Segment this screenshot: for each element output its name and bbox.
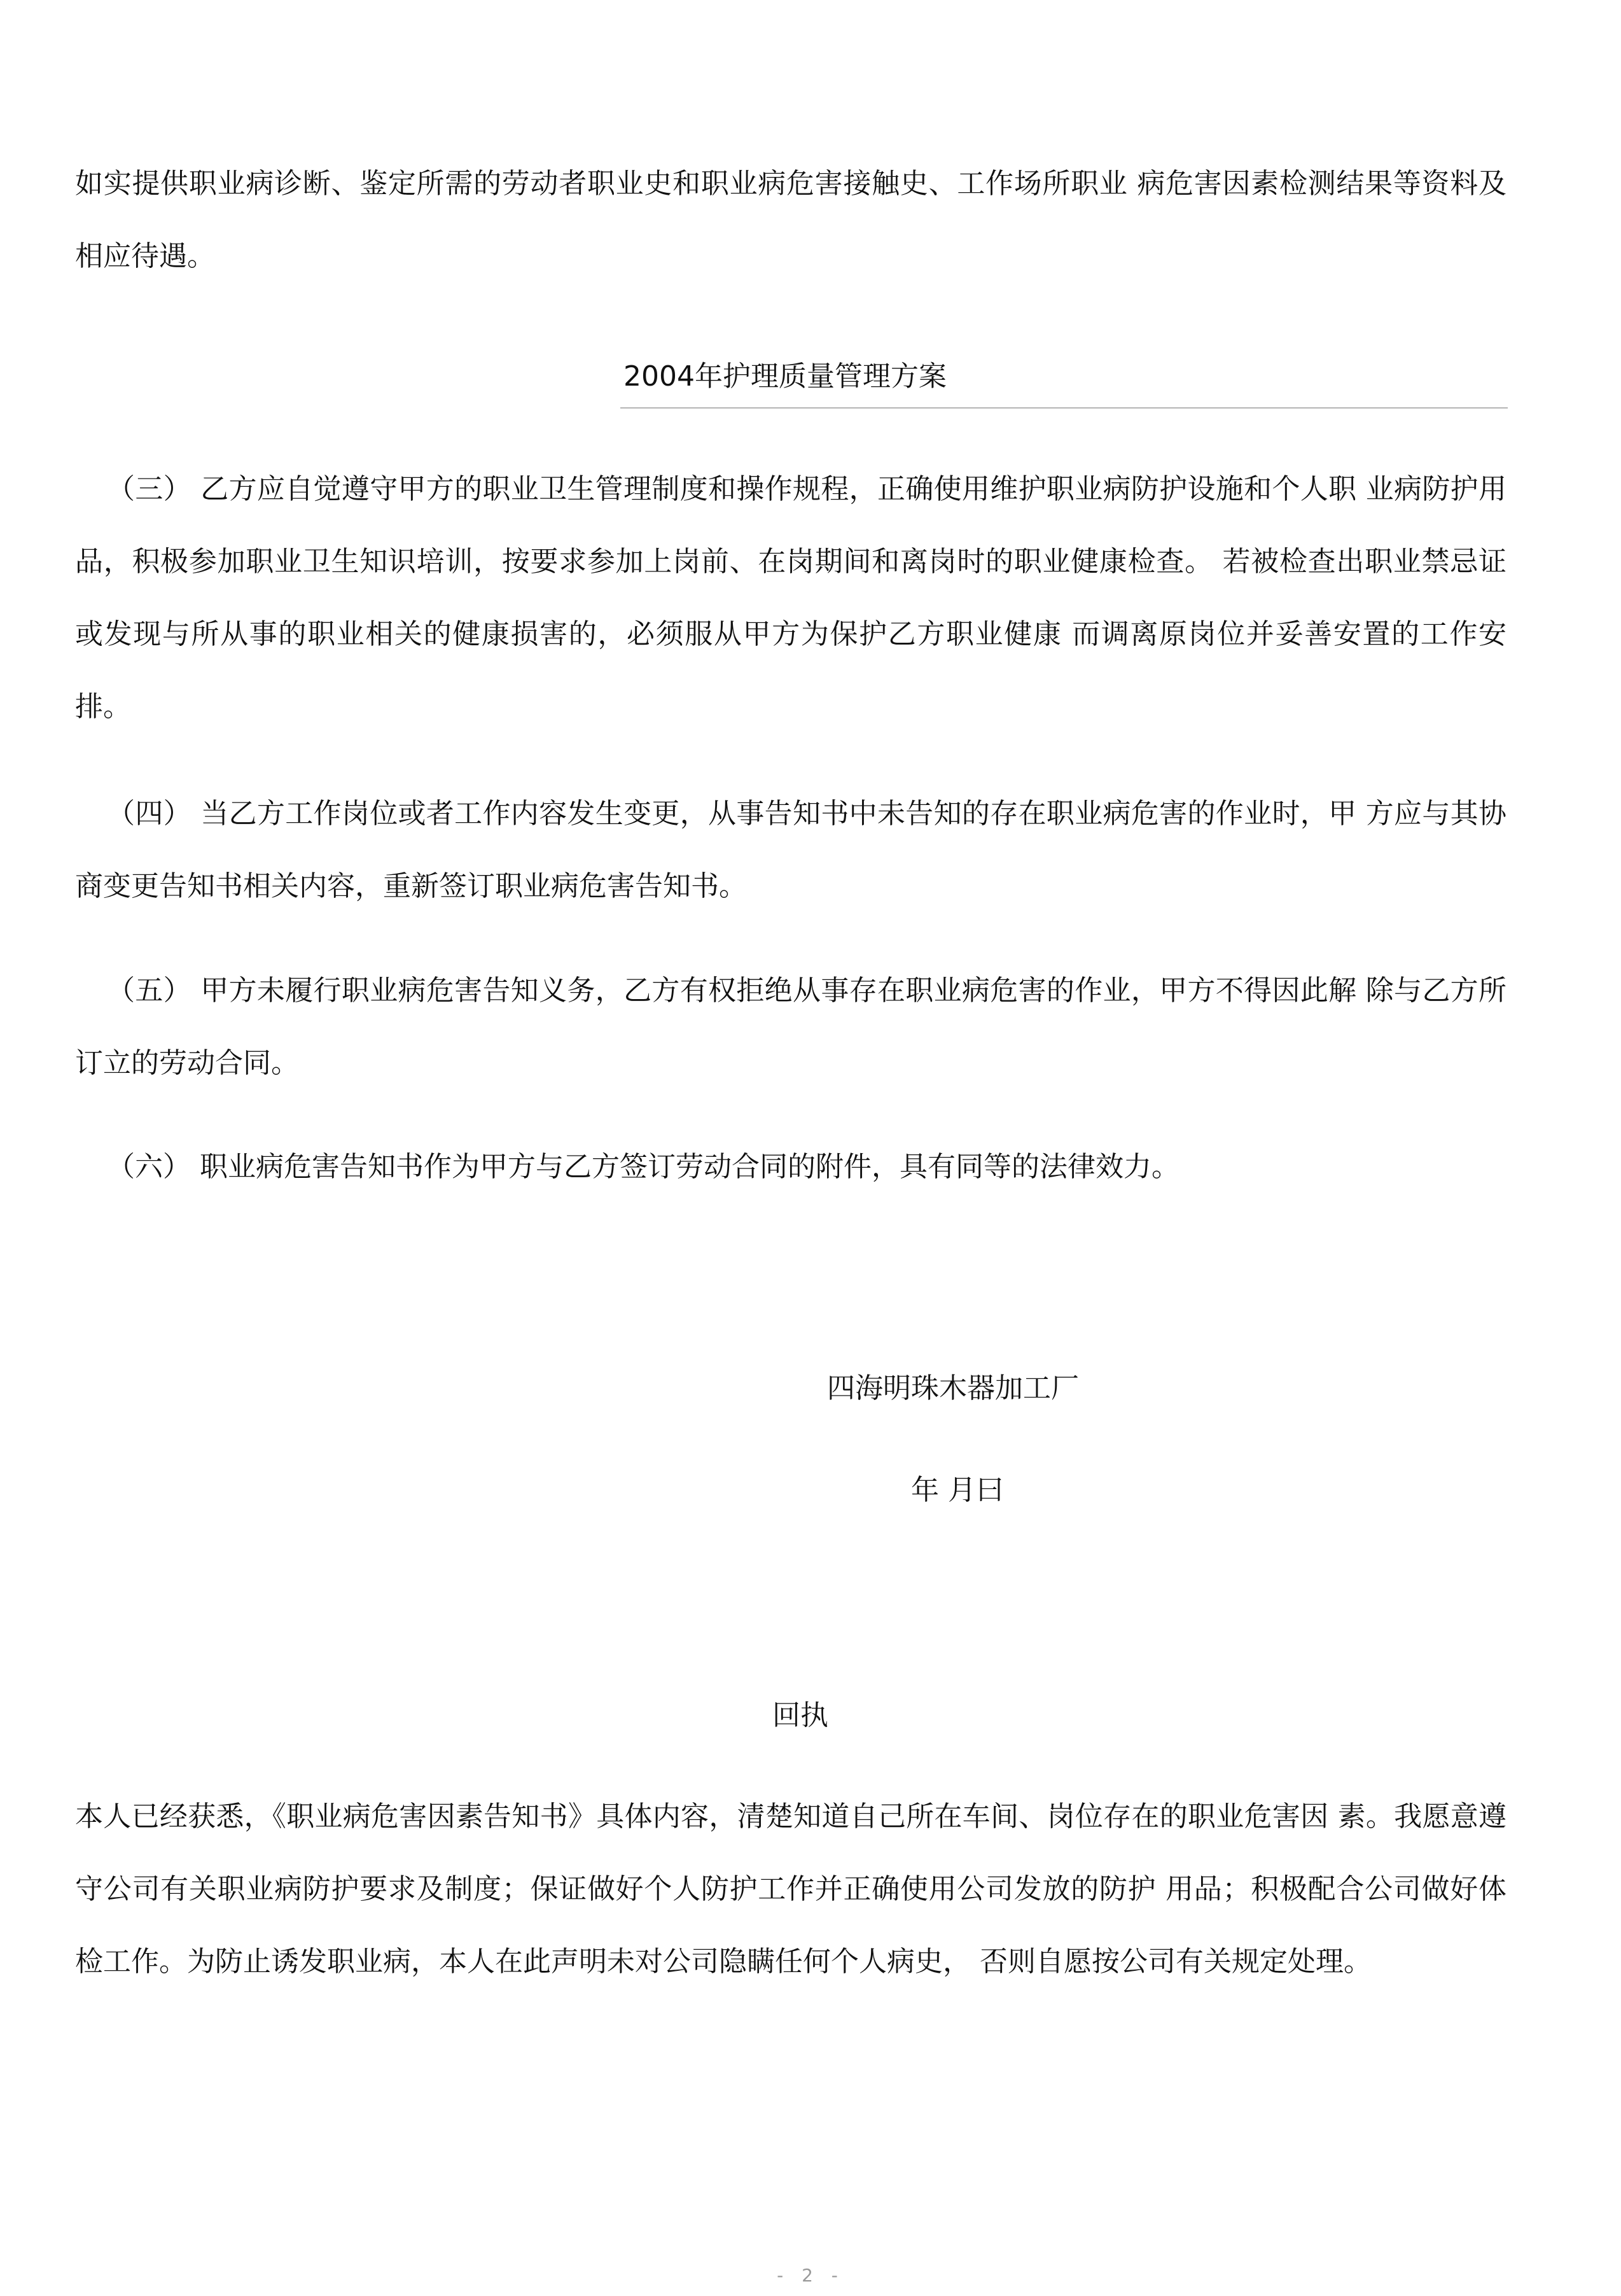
- title-underline: [620, 407, 1508, 409]
- receipt-paragraph: 本人已经获悉，《职业病危害因素告知书》具体内容，清楚知道自己所在车间、岗位存在的职业危害因 素。我愿意遵守公司有关职业病防护要求及制度；保证做好个人防护工作并正确使用公司发放的防护 用品；积极配合公司做好体检工作。为防止诱发职业病，本人在此声明未对公司隐瞒任何个人病史， 否则自愿按公司有关规定处理。: [75, 1800, 1506, 1978]
- page-number: - 2 -: [777, 2265, 844, 2286]
- clause-three: （三） 乙方应自觉遵守甲方的职业卫生管理制度和操作规程，正确使用维护职业病防护设施和个人职 业病防护用品，积极参加职业卫生知识培训，按要求参加上岗前、在岗期间和离岗时的职业健康检查。 若被检查出职业禁忌证或发现与所从事的职业相关的健康损害的，必须服从甲方为保护乙方职业健康 而调离原岗位并妥善安置的工作安排。: [75, 473, 1506, 723]
- clause-four: （四） 当乙方工作岗位或者工作内容发生变更，从事告知书中未告知的存在职业病危害的作业时，甲 方应与其协商变更告知书相关内容，重新签订职业病危害告知书。: [75, 797, 1506, 902]
- date-line: 年 月曰: [911, 1474, 1004, 1506]
- company-name: 四海明珠木器加工厂: [827, 1372, 1079, 1404]
- clause-six: （六） 职业病危害告知书作为甲方与乙方签订劳动合同的附件，具有同等的法律效力。: [107, 1151, 1179, 1183]
- intro-paragraph: 如实提供职业病诊断、鉴定所需的劳动者职业史和职业病危害接触史、工作场所职业 病危害因素检测结果等资料及相应待遇。: [75, 167, 1506, 272]
- receipt-heading: 回执: [772, 1699, 828, 1732]
- clause-five: （五） 甲方未履行职业病危害告知义务，乙方有权拒绝从事存在职业病危害的作业，甲方不得因此解 除与乙方所订立的劳动合同。: [75, 974, 1506, 1079]
- document-title: 2004年护理质量管理方案: [623, 360, 947, 393]
